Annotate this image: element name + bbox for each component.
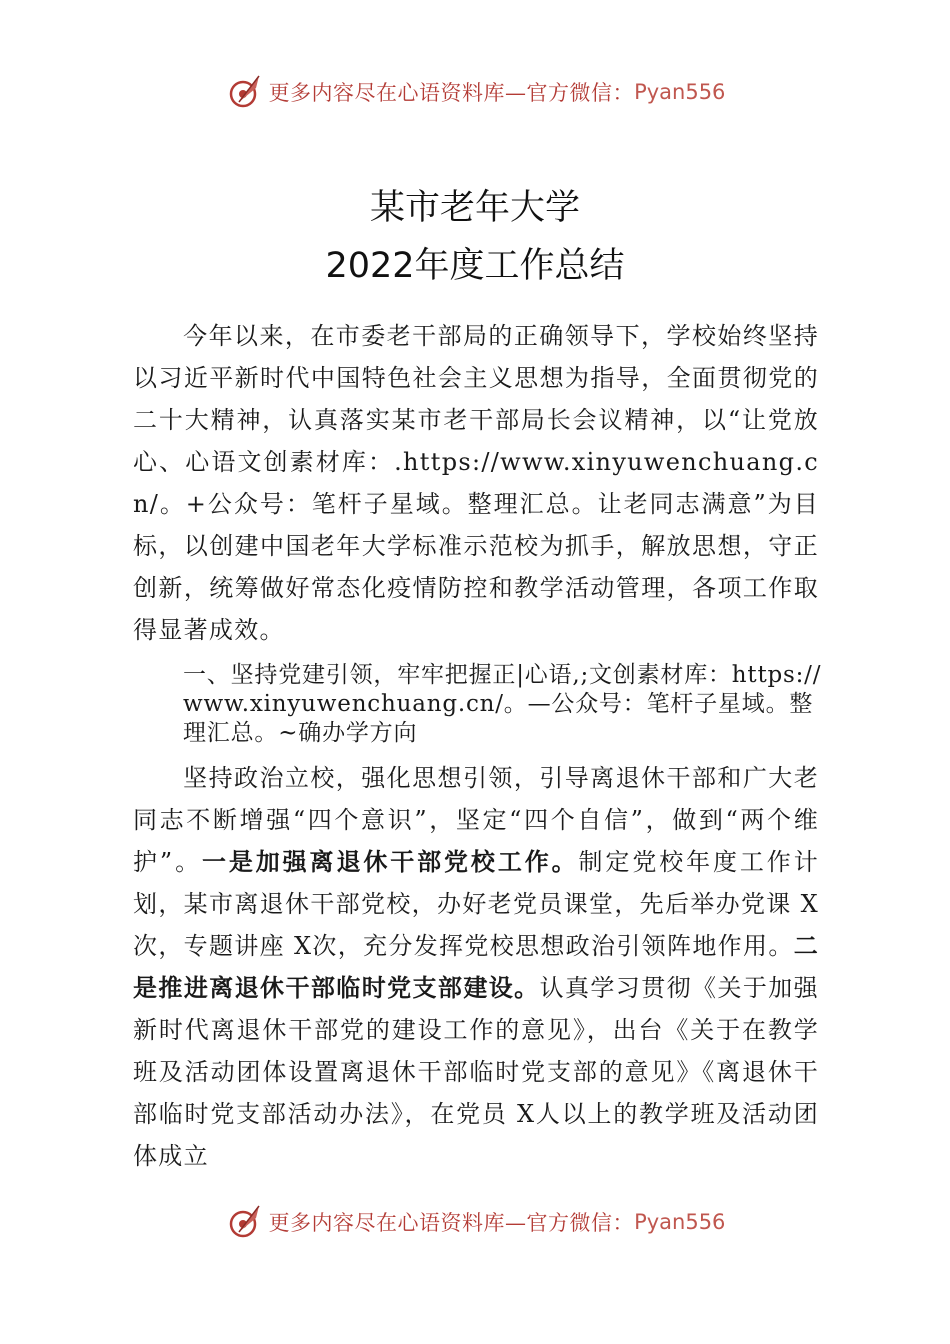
section-heading-1: 一、坚持党建引领，牢牢把握正|心语,;文创素材库：https://www.xinyuwenchuang.cn/。—公众号：笔杆子星域。整理汇总。~确办学方向 (183, 662, 822, 746)
point-2-text: 认真学习贯彻《关于加强新时代离退休干部党的建设工作的意见》，出台《关于在教学班及活动团体设置离退休干部临时党支部的意见》《离退休干部临时党支部活动办法》，在党员 X人以上的教学班及活动团体成立 (133, 974, 819, 1170)
body-paragraph-text: 坚持政治立校，强化思想引领，引导离退休干部和广大老同志不断增强“四个意识”，坚定“四个自信”，做到“两个维护”。 (133, 764, 819, 876)
bold-point-1: 一是加强离退休干部党校工作。 (201, 847, 579, 876)
watermark-text: 更多内容尽在心语资料库—官方微信： (268, 1211, 635, 1235)
document-subtitle: 2022年度工作总结 (325, 246, 625, 286)
bold-point-2: 二是推进离退休干部临时党支部建设。 (133, 931, 819, 1002)
watermark-banner-bottom (0, 1200, 950, 1244)
watermark-banner-top (0, 70, 950, 114)
watermark-text: 更多内容尽在心语资料库—官方微信： (268, 81, 635, 105)
document-title: 某市老年大学 (369, 188, 580, 228)
quill-pen-seal-icon (225, 72, 265, 112)
watermark-wechat-id: Pyan556 (634, 1210, 726, 1234)
quill-pen-seal-icon (225, 1202, 265, 1242)
body-paragraph (133, 757, 819, 1177)
watermark-wechat-id: Pyan556 (634, 80, 726, 104)
intro-paragraph (133, 315, 819, 651)
point-1-text: 制定党校年度工作计划，某市离退休干部党校，办好老党员课堂，先后举办党课 X次，专题讲座 X次，充分发挥党校思想政治引领阵地作用。 (133, 848, 820, 960)
intro-paragraph-text: 今年以来，在市委老干部局的正确领导下，学校始终坚持以习近平新时代中国特色社会主义思想为指导，全面贯彻党的二十大精神，认真落实某市老干部局长会议精神，以“让党放心、心语文创素材库：.https://www.xinyuwenchuang.cn/。+公众号：笔杆子星域。整理汇总。让老同志满意”为目标，以创建中国老年大学标准示范校为抓手，解放思想，守正创新，统筹做好常态化疫情防控和教学活动管理，各项工作取得显著成效。 (133, 322, 819, 644)
